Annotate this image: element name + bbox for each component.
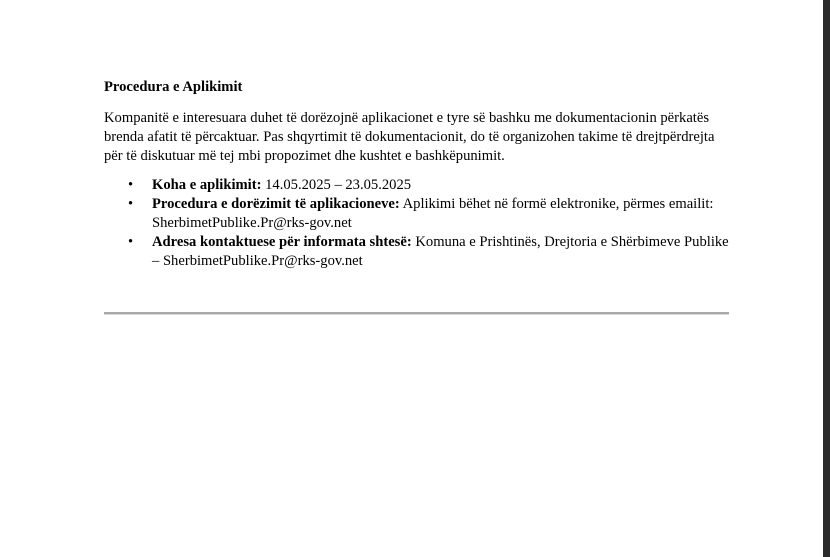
item-label: Procedura e dorëzimit të aplikacioneve:	[152, 196, 400, 212]
item-label: Koha e aplikimit:	[152, 177, 262, 193]
list-item-application-period	[128, 176, 734, 195]
intro-paragraph: Kompanitë e interesuara duhet të dorëzojnë aplikacionet e tyre së bashku me dokumentacionin përkatës brenda afatit të përcaktuar. Pas shqyrtimit të dokumentacionit, do të organizohen takime të drejtpërdrejta për të diskutuar më tej mbi propozimet dhe kushtet e bashkëpunimit.	[104, 110, 715, 164]
details-list	[104, 176, 734, 271]
bullet-icon: •	[128, 177, 134, 193]
horizontal-divider	[104, 312, 729, 315]
viewer-scrollbar[interactable]	[823, 0, 830, 557]
section-heading: Procedura e Aplikimit	[104, 79, 243, 95]
item-text: Aplikimi bëhet në formë elektronike, përmes emailit: SherbimetPublike.Pr@rks-gov.net	[152, 196, 714, 231]
bullet-icon: •	[128, 196, 134, 212]
document-content	[104, 78, 734, 271]
item-text: Komuna e Prishtinës, Drejtoria e Shërbimeve Publike – SherbimetPublike.Pr@rks-gov.net	[152, 234, 729, 269]
list-item-submission-procedure	[128, 195, 734, 233]
bullet-icon: •	[128, 234, 134, 250]
list-item-contact-address	[128, 233, 734, 271]
item-label: Adresa kontaktuese për informata shtesë:	[152, 234, 412, 250]
item-text: 14.05.2025 – 23.05.2025	[261, 177, 412, 193]
